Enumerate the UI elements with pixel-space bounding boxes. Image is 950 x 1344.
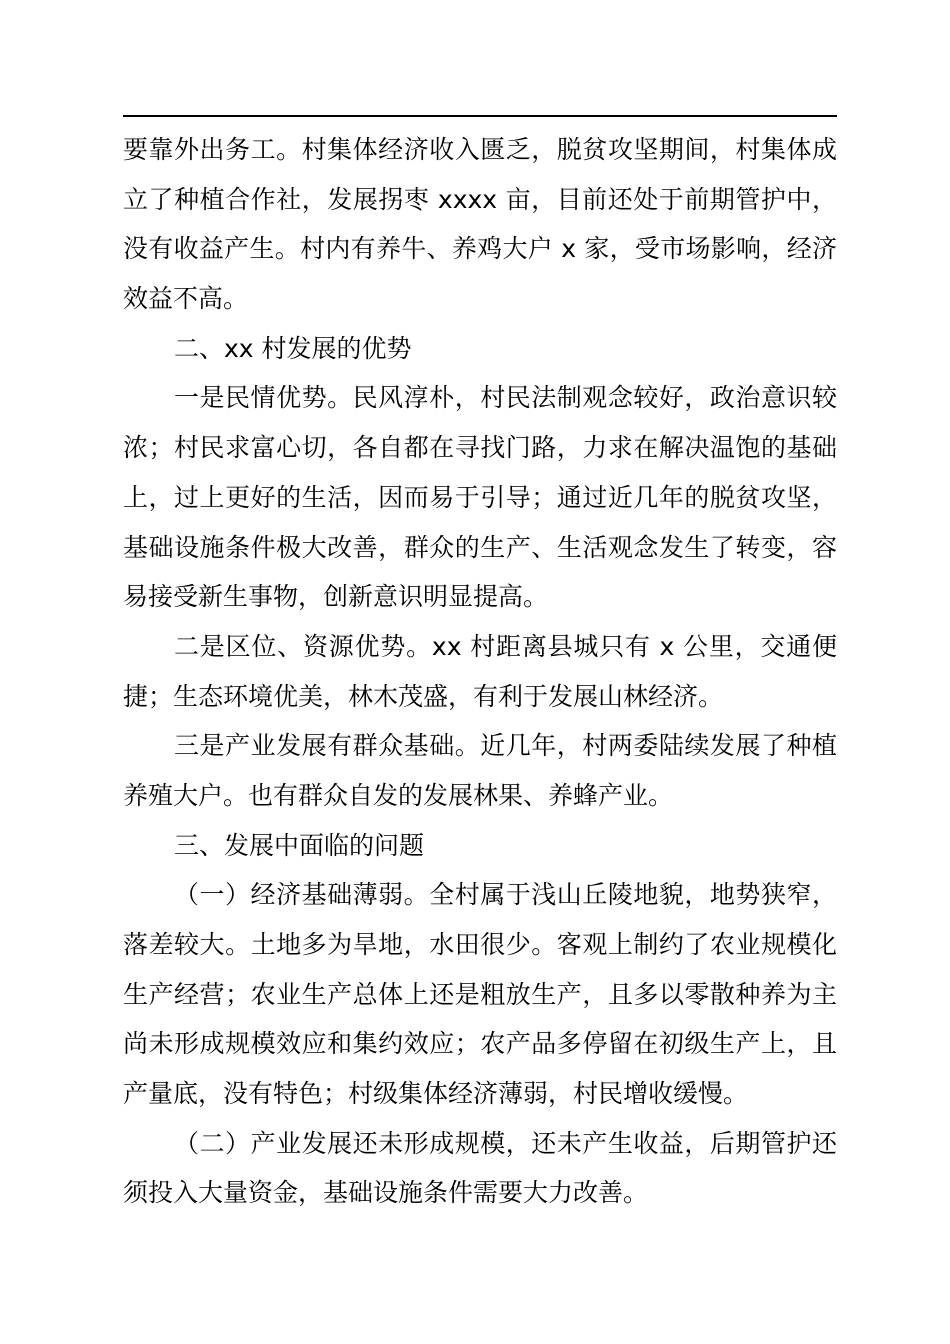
text-line: 效益不高。 xyxy=(123,284,249,314)
text-line: （一）经济基础薄弱。全村属于浅山丘陵地貌，地势狭窄， xyxy=(174,880,837,910)
text-line: 尚未形成规模效应和集约效应；农产品多停留在初级生产上，且 xyxy=(123,1029,837,1059)
text-line: 三是产业发展有群众基础。近几年，村两委陆续发展了种植 xyxy=(174,731,837,761)
text-line: 要靠外出务工。村集体经济收入匮乏，脱贫攻坚期间，村集体成 xyxy=(123,135,837,164)
text-line: 易接受新生事物，创新意识明显提高。 xyxy=(123,582,549,612)
body-text xyxy=(123,125,837,1218)
header-rule xyxy=(123,115,837,117)
section-heading: 二、xx 村发展的优势 xyxy=(174,333,412,363)
text-line: 须投入大量资金，基础设施条件需要大力改善。 xyxy=(123,1178,649,1208)
text-line: 产量底，没有特色；村级集体经济薄弱，村民增收缓慢。 xyxy=(123,1079,749,1109)
text-line: 上，过上更好的生活，因而易于引导；通过近几年的脱贫攻坚， xyxy=(123,482,837,512)
text-line: 浓；村民求富心切，各自都在寻找门路，力求在解决温饱的基础 xyxy=(123,433,837,463)
text-line: 落差较大。土地多为旱地，水田很少。客观上制约了农业规模化 xyxy=(123,930,837,959)
text-line: 养殖大户。也有群众自发的发展林果、养蜂产业。 xyxy=(123,780,674,810)
text-line: 捷；生态环境优美，林木茂盛，有利于发展山林经济。 xyxy=(123,681,724,711)
text-line: （二）产业发展还未形成规模，还未产生收益，后期管护还 xyxy=(174,1128,837,1158)
text-line: 基础设施条件极大改善，群众的生产、生活观念发生了转变，容 xyxy=(123,532,837,562)
section-heading: 三、发展中面临的问题 xyxy=(174,830,425,860)
text-line: 立了种植合作社，发展拐枣 xxxx 亩，目前还处于前期管护中， xyxy=(123,184,837,214)
text-line: 一是民情优势。民风淳朴，村民法制观念较好，政治意识较 xyxy=(174,383,837,413)
text-line: 没有收益产生。村内有养牛、养鸡大户 x 家，受市场影响，经济 xyxy=(123,234,837,264)
text-line: 生产经营；农业生产总体上还是粗放生产，且多以零散种养为主 xyxy=(123,979,837,1009)
text-line: 二是区位、资源优势。xx 村距离县城只有 x 公里，交通便 xyxy=(174,631,837,661)
